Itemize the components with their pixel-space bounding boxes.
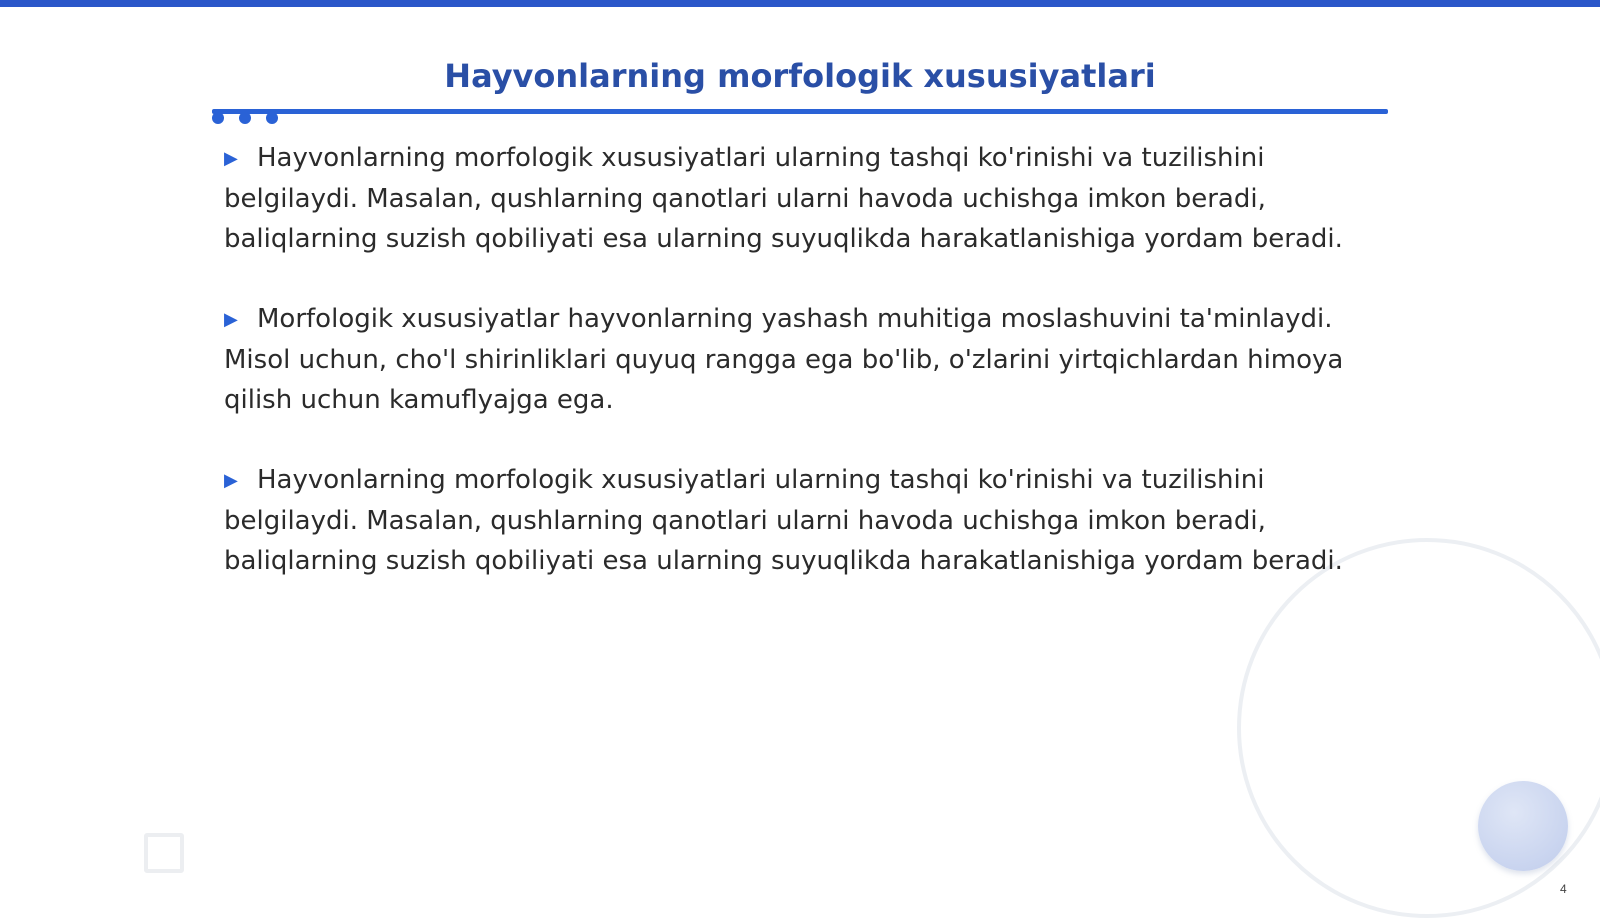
slide-body	[224, 138, 1384, 621]
page-number: 4	[1560, 882, 1567, 896]
decorative-circle-filled	[1478, 781, 1568, 871]
top-accent-bar	[0, 0, 1600, 7]
triangle-bullet-icon: ▶	[224, 148, 238, 169]
triangle-bullet-icon: ▶	[224, 309, 238, 330]
underline-dot	[239, 112, 251, 124]
paragraph-text: Hayvonlarning morfologik xususiyatlari ularning tashqi ko'rinishi va tuzilishini belgilaydi. Masalan, qushlarning qanotlari ularni havoda uchishga imkon beradi, baliqlarning suzish qobiliyati esa ularning suyuqlikda harakatlanishiga yordam beradi.	[224, 143, 1343, 254]
bullet-paragraph	[224, 460, 1384, 581]
title-underline	[212, 109, 1388, 114]
slide-title: Hayvonlarning morfologik xususiyatlari	[444, 57, 1156, 95]
paragraph-text: Morfologik xususiyatlar hayvonlarning yashash muhitiga moslashuvini ta'minlaydi. Misol uchun, cho'l shirinliklari quyuq rangga ega bo'lib, o'zlarini yirtqichlardan himoya qilish uchun kamuflyajga ega.	[224, 304, 1344, 415]
triangle-bullet-icon: ▶	[224, 470, 238, 491]
underline-dot	[266, 112, 278, 124]
decorative-square-outline	[144, 833, 184, 873]
bullet-paragraph	[224, 138, 1384, 259]
underline-dot	[212, 112, 224, 124]
bullet-paragraph	[224, 299, 1384, 420]
paragraph-text: Hayvonlarning morfologik xususiyatlari ularning tashqi ko'rinishi va tuzilishini belgilaydi. Masalan, qushlarning qanotlari ularni havoda uchishga imkon beradi, baliqlarning suzish qobiliyati esa ularning suyuqlikda harakatlanishiga yordam beradi.	[224, 465, 1343, 576]
